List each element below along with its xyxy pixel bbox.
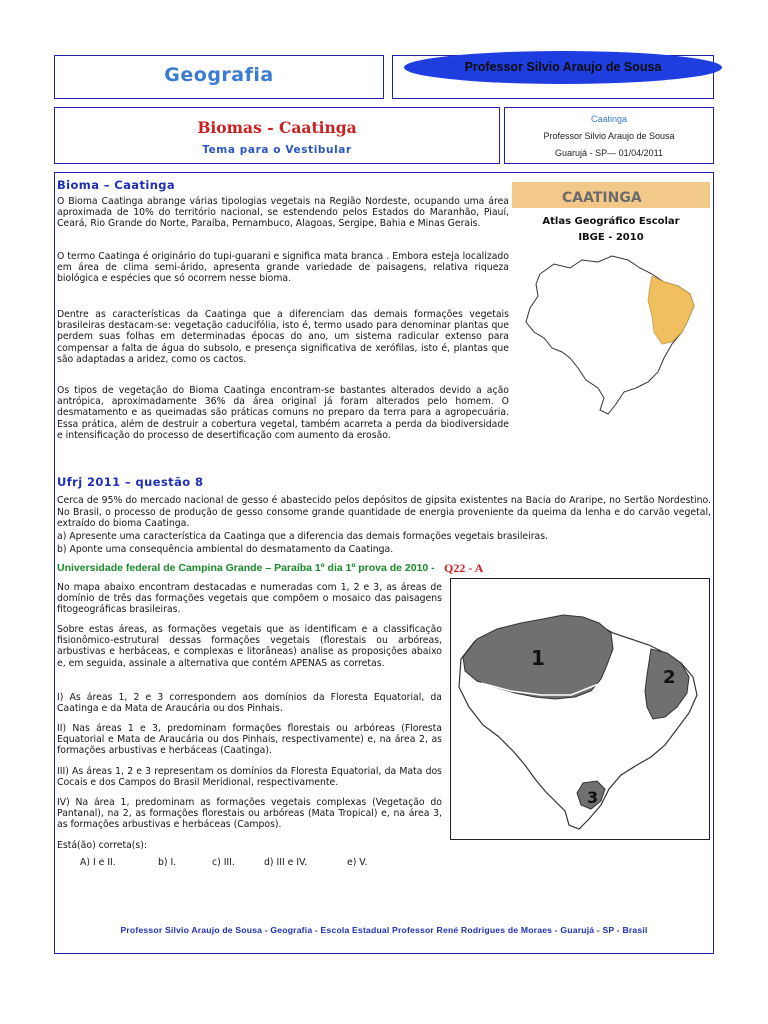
info-author: Professor Silvio Araujo de Sousa [543, 131, 675, 141]
page-footer: Professor Silvio Araujo de Sousa - Geografia - Escola Estadual Professor René Rodrigues de Moraes - Guarujá - SP - Brasil [120, 925, 648, 935]
proposition-i: I) As áreas 1, 2 e 3 correspondem aos domínios da Floresta Equatorial, da Caatinga e da Mata de Araucária ou dos Pinhais. [57, 692, 442, 715]
paragraph-bioma-1: O Bioma Caatinga abrange várias tipologias vegetais na Região Nordeste, ocupando uma área aproximada de 10% do território nacional, se estendendo pelos Estados do Maranhão, Piauí, Ceará, Rio Grande do Norte, Paraíba, Pernambuco, Alagoas, Sergipe, Bahia e Minas Gerais. [57, 196, 509, 230]
answer-prompt: Está(ão) correta(s): [57, 840, 148, 851]
brazil-vegetation-map [451, 579, 709, 839]
brazil-vegetation-map-figure [450, 578, 710, 840]
professor-name: Professor Silvio Araujo de Sousa [464, 60, 662, 74]
answer-option-a: A) I e II. [80, 857, 116, 868]
subject-header-box [54, 55, 384, 99]
answer-option-c: c) III. [212, 857, 235, 868]
answer-option-d: d) III e IV. [264, 857, 308, 868]
ufrj-item-a: a) Apresente uma característica da Caatinga que a diferencia das demais formações vegetais brasileiras. [57, 531, 549, 542]
area-3-label: 3 [587, 788, 599, 807]
subject-title: Geografia [164, 64, 274, 86]
proposition-iv: IV) Na área 1, predominam as formações vegetais complexas (Vegetação do Pantanal), na 2, as formações florestais ou arbóreas (Mata Tropical) e, na área 3, as formações arbustivas e herbáceas (Campos). [57, 797, 442, 831]
section-heading-bioma: Bioma – Caatinga [57, 178, 176, 192]
caatinga-banner-text: CAATINGA [562, 190, 642, 206]
paragraph-ufrj: Cerca de 95% do mercado nacional de gesso é abastecido pelos depósitos de gipsita existentes na Bacia do Araripe, no Sertão Nordestino. No Brasil, o processo de produção de gesso consome grande quantidade de energia proveniente da queima da lenha e do carvão vegetal, extraído do bioma Caatinga. [57, 495, 711, 530]
info-box [504, 107, 714, 164]
area-1-label: 1 [531, 646, 545, 670]
section-heading-ufrj: Ufrj 2011 – questão 8 [57, 475, 204, 489]
answer-option-e: e) V. [347, 857, 368, 868]
paragraph-bioma-3: Dentre as características da Caatinga que a diferenciam das demais formações vegetais brasileiras destacam-se: vegetação caducifólia, isto é, termo usado para denominar plantas que perdem suas folhas em determinadas épocas do ano, um sistema radicular extenso para compensar a falta de água do subsolo, e presença significativa de xerófilas, isto é, plantas que são adaptadas a aridez, como os cactos. [57, 309, 509, 365]
topic-subtitle: Tema para o Vestibular [202, 144, 352, 156]
ufrj-item-b: b) Aponte uma consequência ambiental do desmatamento da Caatinga. [57, 544, 394, 555]
paragraph-bioma-2: O termo Caatinga é originário do tupi-guarani e significa mata branca . Embora esteja localizado em área de clima semi-árido, apresenta grande variedade de paisagens, relativa riqueza biológica e espécies que só ocorrem nesse bioma. [57, 251, 509, 285]
atlas-source: IBGE - 2010 [578, 232, 644, 243]
area-2-label: 2 [663, 667, 676, 688]
info-topic: Caatinga [590, 114, 628, 124]
question-intro: No mapa abaixo encontram destacadas e numeradas com 1, 2 e 3, as áreas de domínio de três das formações vegetais que compõem o mosaico das paisagens fitogeográficas brasileiras. [57, 582, 442, 616]
paragraph-bioma-4: Os tipos de vegetação do Bioma Caatinga encontram-se bastantes alterados devido a ação antrópica, aproximadamente 36% da área original já foram alterados pelo homem. O desmatamento e as queimadas são práticas comuns no preparo da terra para a agropecuária. Essa prática, além de destruir a cobertura vegetal, também acarreta a perda da biodiversidade e intensificação do processo de desertificação com aumento da erosão. [57, 385, 509, 441]
proposition-ii: II) Nas áreas 1 e 3, predominam formações florestais ou arbóreas (Floresta Equatorial e Mata de Araucária ou dos Pinhais, respectivamente) e, na área 2, as formações arbustivas e herbáceas (Caatinga). [57, 723, 442, 757]
caatinga-atlas-figure [512, 182, 710, 422]
question-instructions: Sobre estas áreas, as formações vegetais que as identificam e a classificação fisionômico-estrutural dessas formações vegetais (florestais ou arbóreas, arbustivas e herbáceas, e complexas e litorâneas) analise as proposições abaixo e, em seguida, assinale a alternativa que contém APENAS as corretas. [57, 624, 442, 669]
topic-header-box [54, 107, 500, 164]
answer-option-b: b) I. [158, 857, 177, 868]
proposition-iii: III) As áreas 1, 2 e 3 representam os domínios da Floresta Equatorial, da Mata dos Cocais e dos Campos do Brasil Meridional, respectivamente. [57, 766, 442, 789]
section-heading-ufcg: Universidade federal de Campina Grande – Paraíba 1º dia 1º prova de 2010 - [57, 562, 435, 574]
caatinga-region [648, 276, 694, 344]
atlas-title: Atlas Geográfico Escolar [542, 216, 680, 227]
caatinga-map-image [512, 182, 710, 422]
section-heading-ufcg-code: Q22 - A [444, 561, 484, 575]
topic-title: Biomas - Caatinga [197, 118, 357, 137]
info-place-date: Guarujá - SP— 01/04/2011 [555, 148, 663, 158]
